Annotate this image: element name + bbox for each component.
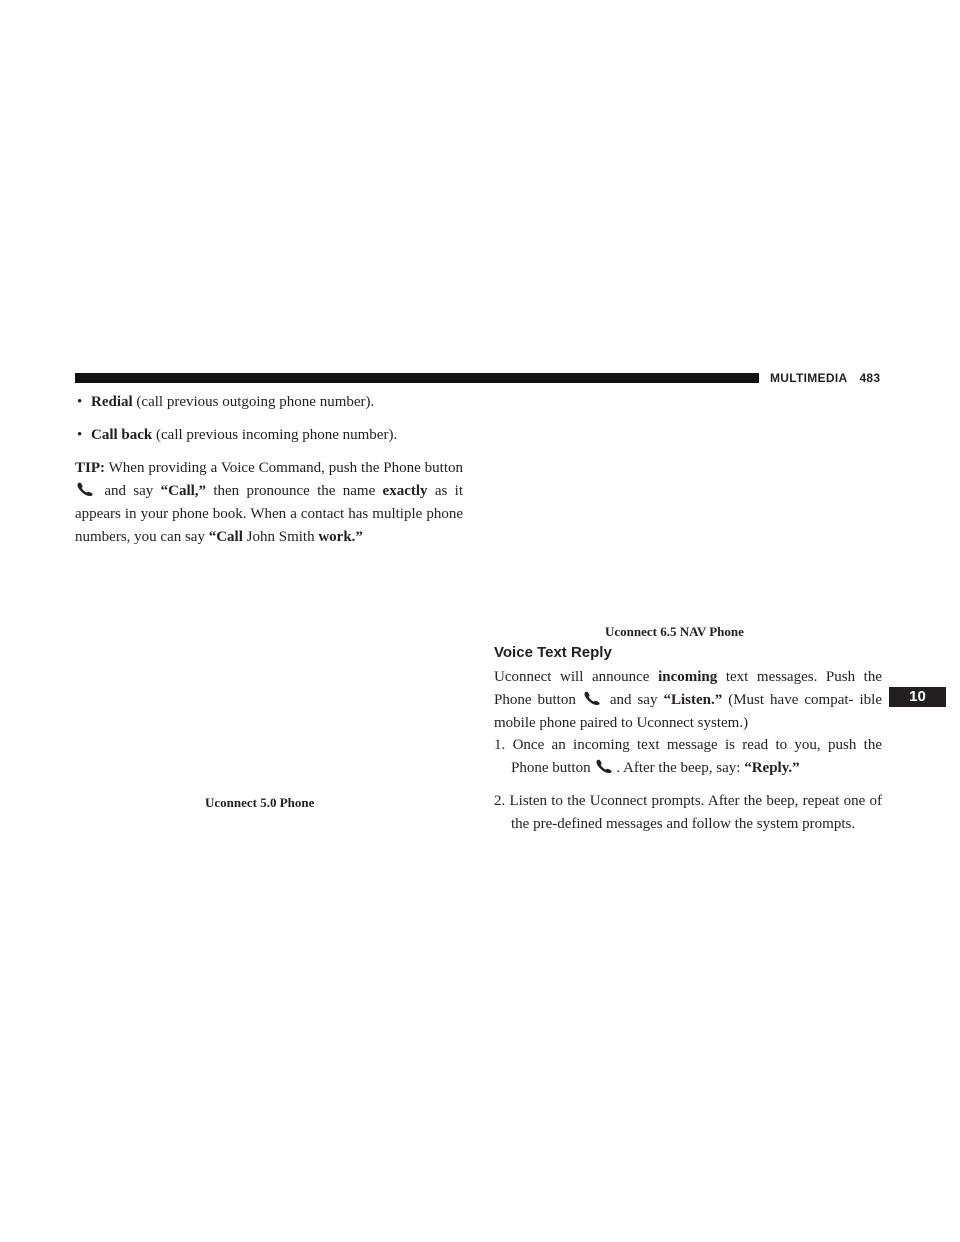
tip-label: TIP: <box>75 460 105 476</box>
bullet-icon: • <box>77 394 83 410</box>
bullet-icon: • <box>77 427 83 443</box>
steps-list <box>494 724 882 836</box>
page-number: 483 <box>859 371 881 385</box>
figure-caption-uconnect-5: Uconnect 5.0 Phone <box>205 795 315 810</box>
figure-caption-uconnect-6-5: Uconnect 6.5 NAV Phone <box>605 624 744 639</box>
voice-text-reply-paragraph: Uconnect will announce incoming text messages. Push the Phone button and say “Listen.” (Must have compat- ible mobile phone paired to Uconnect system.) <box>494 669 883 731</box>
list-item: • Redial (call previous outgoing phone number). <box>75 391 463 414</box>
phone-icon <box>76 482 96 496</box>
list-item: • Call back (call previous incoming phone number). <box>75 424 463 447</box>
chapter-tab: 10 <box>889 687 946 707</box>
section-name: MULTIMEDIA <box>770 371 848 385</box>
left-column <box>75 391 463 549</box>
section-title: Voice Text Reply <box>494 644 612 661</box>
header-rule <box>75 373 759 383</box>
tip-paragraph: TIP: When providing a Voice Command, push the Phone button and say “Call,” then pronounce the name exactly as it appears in your phone book. When a contact has multiple phone numbers, you can say “Call John Smith work.” <box>75 460 463 545</box>
list-item: 1. Once an incoming text message is read to you, push the Phone button . After the beep, say: “Reply.” <box>494 737 882 776</box>
phone-icon <box>595 759 615 773</box>
running-header <box>770 369 880 387</box>
phone-icon <box>583 691 603 705</box>
list-item: 2. Listen to the Uconnect prompts. After the beep, repeat one of the pre-defined messages and follow the system prompts. <box>494 793 882 832</box>
